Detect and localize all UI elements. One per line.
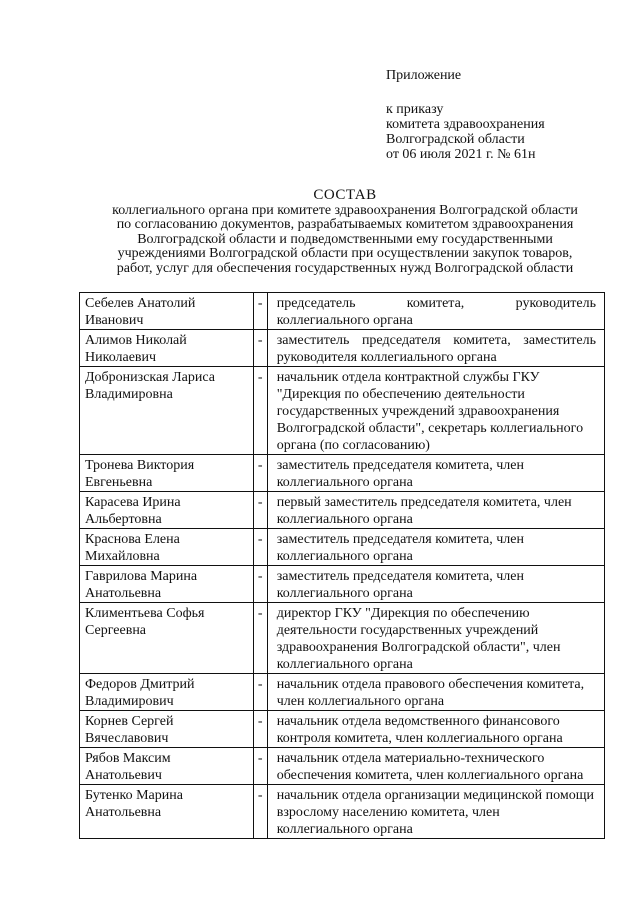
appendix-region-line: Волгоградской области: [386, 132, 525, 147]
member-patronymic: Николаевич: [85, 350, 157, 365]
table-row: [80, 785, 605, 839]
dash-cell: -: [253, 566, 267, 603]
member-name-line: Алимов Николай: [85, 333, 187, 348]
member-role: директор ГКУ "Дирекция по обеспечению деятельности государственных учреждений здравоохранения Волгоградской области", член коллегиального органа: [267, 603, 604, 674]
heading-line-3: Волгоградской области и подведомственными ему государственными: [137, 231, 553, 247]
member-name-line: Себелев Анатолий: [85, 296, 196, 311]
dash-cell: -: [253, 492, 267, 529]
member-name: [80, 293, 254, 330]
document-heading: [80, 188, 610, 276]
member-name: [80, 711, 254, 748]
appendix-block: [386, 68, 545, 162]
member-patronymic: Иванович: [85, 313, 144, 328]
member-patronymic: Сергеевна: [85, 623, 147, 638]
table-row: [80, 674, 605, 711]
table-row: [80, 367, 605, 455]
member-role: заместитель председателя комитета, член коллегиального органа: [267, 455, 604, 492]
member-name-line: Федоров Дмитрий: [85, 677, 195, 692]
member-name-line: Климентьева Софья: [85, 606, 205, 621]
member-name-line: Бутенко Марина: [85, 788, 183, 803]
member-name: [80, 455, 254, 492]
heading-line-5: работ, услуг для обеспечения государственных нужд Волгоградской области: [116, 260, 574, 276]
member-patronymic: Владимирович: [85, 694, 174, 709]
member-name: [80, 529, 254, 566]
table-row: [80, 529, 605, 566]
member-role: председатель комитета, руководитель коллегиального органа: [267, 293, 604, 330]
member-name: [80, 492, 254, 529]
member-role: начальник отдела организации медицинской помощи взрослому населению комитета, член коллегиального органа: [267, 785, 604, 839]
dash-cell: -: [253, 711, 267, 748]
member-patronymic: Альбертовна: [85, 512, 162, 527]
member-patronymic: Анатольевич: [85, 768, 162, 783]
member-patronymic: Вячеславович: [85, 731, 169, 746]
member-name: [80, 748, 254, 785]
member-role: заместитель председателя комитета, член коллегиального органа: [267, 529, 604, 566]
dash-cell: -: [253, 529, 267, 566]
dash-cell: -: [253, 748, 267, 785]
member-role: начальник отдела материально-технического обеспечения комитета, член коллегиального органа: [267, 748, 604, 785]
member-role: заместитель председателя комитета, член коллегиального органа: [267, 566, 604, 603]
dash-cell: -: [253, 674, 267, 711]
member-name-line: Рябов Максим: [85, 751, 171, 766]
dash-cell: -: [253, 293, 267, 330]
dash-cell: -: [253, 330, 267, 367]
member-patronymic: Анатольевна: [85, 586, 162, 601]
member-patronymic: Евгеньевна: [85, 475, 153, 490]
member-role: начальник отдела правового обеспечения комитета, член коллегиального органа: [267, 674, 604, 711]
member-role: заместитель председателя комитета, заместитель руководителя коллегиального органа: [267, 330, 604, 367]
appendix-date-line: от 06 июля 2021 г. № 61н: [386, 147, 536, 162]
heading-title: СОСТАВ: [313, 187, 377, 203]
heading-line-1: коллегиального органа при комитете здравоохранения Волгоградской области: [112, 202, 578, 218]
heading-line-4: учреждениями Волгоградской области при осуществлении закупок товаров,: [117, 246, 573, 261]
member-name-line: Краснова Елена: [85, 532, 180, 547]
member-name-line: Карасева Ирина: [85, 495, 181, 510]
appendix-title: Приложение: [386, 68, 462, 83]
dash-cell: -: [253, 603, 267, 674]
member-role: начальник отдела контрактной службы ГКУ "Дирекция по обеспечению деятельности государственных учреждений здравоохранения Волгоградской области", секретарь коллегиального органа (по согласованию): [267, 367, 604, 455]
members-table: [79, 292, 605, 839]
member-name-line: Добронизская Лариса: [85, 370, 215, 385]
member-name: [80, 674, 254, 711]
member-role: первый заместитель председателя комитета, член коллегиального органа: [267, 492, 604, 529]
member-name: [80, 566, 254, 603]
dash-cell: -: [253, 455, 267, 492]
member-name-line: Тронева Виктория: [85, 458, 195, 473]
member-role: начальник отдела ведомственного финансового контроля комитета, член коллегиального органа: [267, 711, 604, 748]
table-row: [80, 566, 605, 603]
dash-cell: -: [253, 785, 267, 839]
member-patronymic: Владимировна: [85, 387, 173, 402]
member-name: [80, 330, 254, 367]
member-name-line: Гаврилова Марина: [85, 569, 198, 584]
table-row: [80, 293, 605, 330]
table-row: [80, 330, 605, 367]
table-row: [80, 711, 605, 748]
member-name: [80, 367, 254, 455]
dash-cell: -: [253, 367, 267, 455]
table-row: [80, 455, 605, 492]
member-patronymic: Анатольевна: [85, 805, 162, 820]
appendix-gap: [386, 83, 545, 102]
member-name: [80, 603, 254, 674]
member-name: [80, 785, 254, 839]
table-row: [80, 603, 605, 674]
table-row: [80, 748, 605, 785]
table-row: [80, 492, 605, 529]
member-name-line: Корнев Сергей: [85, 714, 174, 729]
appendix-order-line: к приказу: [386, 102, 444, 117]
member-patronymic: Михайловна: [85, 549, 160, 564]
heading-line-2: по согласованию документов, разрабатываемых комитетом здравоохранения: [116, 217, 574, 232]
appendix-committee-line: комитета здравоохранения: [386, 117, 545, 132]
